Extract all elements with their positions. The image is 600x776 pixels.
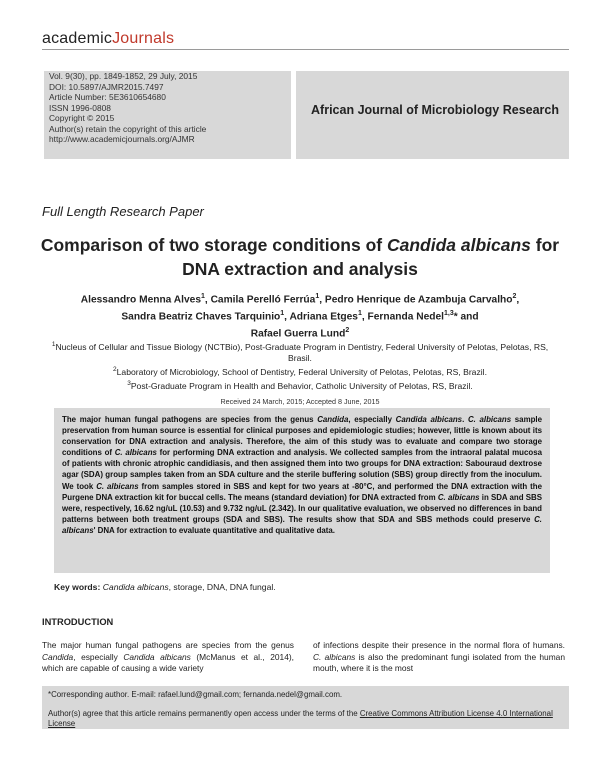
journal-title: African Journal of Microbiology Research	[311, 103, 559, 117]
author-list	[40, 290, 560, 341]
license-text: Author(s) agree that this article remains permanently open access under the terms of the	[48, 709, 360, 718]
received-dates: Received 24 March, 2015; Accepted 8 June, 2015	[220, 397, 380, 406]
keyword-species: Candida albicans	[102, 582, 169, 592]
author-name: Pedro Henrique de Azambuja Carvalho	[324, 294, 513, 306]
affiliation-number: 1	[51, 341, 56, 348]
meta-article-number: Article Number: 5E3610654680	[49, 92, 166, 102]
affiliation-text: Nucleus of Cellular and Tissue Biology (NCTBio), Post-Graduate Program in Dentistry, Federal University of Pelotas, Pelotas, RS, Brasil.	[55, 341, 549, 364]
author-affiliation-marker: 2	[512, 293, 517, 300]
article-meta-box	[44, 71, 291, 159]
author-affiliation-marker: 1	[357, 309, 362, 317]
meta-url[interactable]: http://www.academicjournals.org/AJMR	[49, 134, 195, 144]
section-heading-introduction: INTRODUCTION	[42, 617, 114, 627]
affiliation-list	[40, 339, 560, 392]
abstract-text: The major human fungal pathogens are species from the genus Candida, especially Candida albicans. C. albicans sample preservation from human source is essential for clinical purposes and epidemiologic studies; however, little is known about its conservation for DNA extraction and analysis. Therefore, the aim of this study was to evaluate and compare two storage conditions of C. albicans for performing DNA extraction and analysis. We collected samples from the intraoral palatal mucosa of patients with chronic atrophic candidiasis, and then assigned them into two groups for DNA extraction: Sabouraud dextrose agar (SDA) group samples taken from an SDA culture and the sterile buffering solution (SBS) group directly from the inoculum. We took C. albicans from samples stored in SBS and kept for two years at -80°C, and performed the DNA extraction with the Purgene DNA extraction kit for buccal cells. The means (standard deviation) for DNA extracted from C. albicans in SDA and SBS were, respectively, 16.62 ng/uL (10.53) and 9.732 ng/uL (2.342). In our qualitative evaluation, we observed no differences in band patterns between both treatment groups (SDA and SBS). The results show that SDA and SBS methods could preserve C. albicans' DNA for extraction to evaluate quantitative and qualitative data.	[62, 415, 543, 535]
author-separator: ,	[516, 294, 520, 306]
author-affiliation-marker: 1	[200, 293, 205, 300]
header-rule	[42, 49, 569, 50]
title-part-2: for DNA extraction and analysis	[182, 235, 560, 279]
intro-left-column: The major human fungal pathogens are species from the genus Candida, especially Candida albicans (McManus et al., 2014), which are capable of causing a wide variety	[42, 640, 294, 674]
meta-issn: ISSN 1996-0808	[49, 102, 111, 113]
meta-copyright: Copyright © 2015	[49, 113, 115, 123]
paper-title	[40, 233, 560, 281]
author-name: Fernanda Nedel	[367, 311, 444, 323]
author-name: Sandra Beatriz Chaves Tarquinio	[121, 311, 281, 323]
author-separator: ,	[319, 294, 325, 306]
paper-type: Full Length Research Paper	[42, 204, 204, 219]
meta-doi: DOI: 10.5897/AJMR2015.7497	[49, 81, 164, 92]
author-affiliation-marker: 1	[315, 293, 320, 300]
author-name: Adriana Etges	[289, 311, 358, 323]
affiliation-text: Laboratory of Microbiology, School of Dentistry, Federal University of Pelotas, Pelotas, RS, Brazil.	[116, 367, 487, 378]
keywords-rest: , storage, DNA, DNA fungal.	[168, 582, 276, 592]
keywords-label: Key words:	[54, 582, 101, 592]
affiliation-number: 3	[127, 380, 131, 388]
license-link[interactable]: Creative Commons Attribution License 4.0 International License	[48, 709, 553, 728]
author-affiliation-marker: 1,3	[443, 309, 454, 317]
author-separator: ,	[204, 294, 211, 306]
author-name: Rafael Guerra Lund	[250, 328, 346, 340]
intro-right-column: of infections despite their presence in the normal flora of humans. C. albicans is also the predominant fungi isolated from the human mouth, where it is the most	[313, 640, 565, 674]
affiliation-number: 2	[113, 366, 117, 374]
abstract-box	[54, 408, 550, 573]
author-affiliation-marker: 2	[345, 326, 350, 334]
affiliation-text: Post-Graduate Program in Health and Behavior, Catholic University of Pelotas, RS, Brazil.	[130, 381, 473, 392]
logo-prefix: academic	[42, 30, 113, 47]
affiliation-item	[40, 378, 560, 392]
author-name: Alessandro Menna Alves	[80, 294, 201, 306]
publisher-logo	[42, 30, 174, 48]
logo-suffix: Journals	[112, 30, 175, 47]
keywords	[54, 582, 550, 592]
author-affiliation-marker: 1	[280, 309, 285, 317]
license-statement	[48, 709, 563, 729]
author-separator: ,	[284, 311, 290, 323]
author-separator: ,	[361, 311, 368, 323]
affiliation-item	[40, 364, 560, 378]
corresponding-author: *Corresponding author. E-mail: rafael.lund@gmail.com; fernanda.nedel@gmail.com.	[48, 690, 343, 699]
meta-rights: Author(s) retain the copyright of this article	[49, 123, 207, 134]
author-separator: * and	[453, 311, 479, 323]
title-part-1: Comparison of two storage conditions of	[40, 235, 387, 255]
meta-volume: Vol. 9(30), pp. 1849-1852, 29 July, 2015	[49, 71, 198, 81]
title-species: Candida albicans	[386, 235, 531, 255]
journal-name-box	[296, 71, 569, 159]
footer-box	[42, 686, 569, 729]
affiliation-item	[40, 339, 560, 364]
author-name: Camila Perelló Ferrúa	[210, 294, 316, 306]
